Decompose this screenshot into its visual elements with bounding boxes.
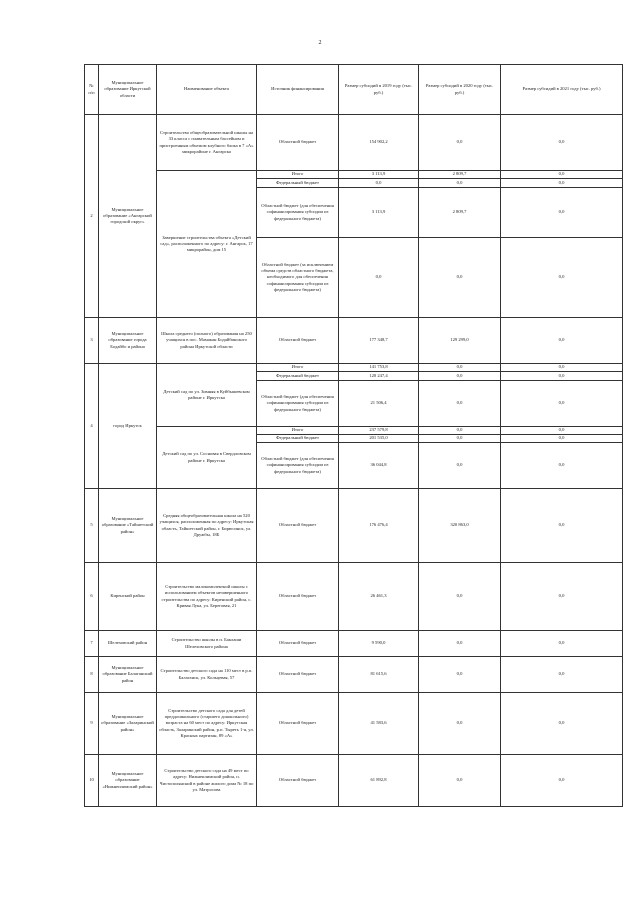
header-object: Наименование объекта (157, 65, 257, 115)
header-2019: Размер субсидий в 2019 году (тыс. руб.) (339, 65, 419, 115)
row-number: 2 (85, 115, 99, 318)
value-2019: 177 348,7 (339, 318, 419, 364)
table-row (85, 171, 623, 179)
subsidy-table (84, 64, 623, 807)
value-2020: 0,0 (419, 115, 501, 171)
value-2020: 0,0 (419, 435, 501, 443)
header-funding-source: Источник финансирования (257, 65, 339, 115)
value-2020: 0,0 (419, 631, 501, 657)
municipality-cell: Муниципальное образование «Заларинский район» (99, 693, 157, 755)
source-cell: Областной бюджет (за исключением объема средств областного бюджета, необходимого для обеспечения софинансирования субсидии из федерального бюджета) (257, 238, 339, 318)
value-2021: 0,0 (501, 427, 623, 435)
value-2020: 0,0 (419, 381, 501, 427)
row-number: 4 (85, 364, 99, 489)
object-cell: Детский сад по ул. Сосновая в Свердловском районе г. Иркутска (157, 427, 257, 489)
value-2020: 0,0 (419, 657, 501, 693)
object-cell: Строительство школы в п. Баклаши Шелеховского района (157, 631, 257, 657)
value-2021: 0,0 (501, 179, 623, 188)
object-cell: Строительство детского сада для детей преддошкольного (старшего дошкольного) возраста на 60 мест по адресу: Иркутская область, Заларинский район, р.п. Тыреть 1-я, ул. Красных партизан, 89 «А» (157, 693, 257, 755)
value-2019: 0,0 (339, 179, 419, 188)
value-2020: 0,0 (419, 563, 501, 631)
value-2019: 26 461,3 (339, 563, 419, 631)
value-2019: 3 113,9 (339, 188, 419, 238)
value-2021: 0,0 (501, 115, 623, 171)
municipality-cell: Муниципальное образование Балаганский район (99, 657, 157, 693)
table-row (85, 631, 623, 657)
value-2020: 0,0 (419, 364, 501, 372)
source-cell: Областной бюджет (для обеспечения софинансирования субсидии из федерального бюджета) (257, 188, 339, 238)
value-2020: 129 299,0 (419, 318, 501, 364)
table-row (85, 693, 623, 755)
source-cell: Областной бюджет (257, 755, 339, 807)
value-2019: 41 583,6 (339, 693, 419, 755)
value-2019: 61 892,8 (339, 755, 419, 807)
value-2019: 21 506,4 (339, 381, 419, 427)
value-2021: 0,0 (501, 364, 623, 372)
value-2019: 120 247,4 (339, 372, 419, 381)
object-cell: Строительство детского сада на 110 мест в р.п. Балаганск, ул. Кольцевая, 57 (157, 657, 257, 693)
table-row (85, 563, 623, 631)
table-row (85, 115, 623, 171)
municipality-cell: город Иркутск (99, 364, 157, 489)
object-cell: Средняя общеобразовательная школа на 520 учащихся, расположенная по адресу: Иркутская область, Тайшетский район, г. Бирюсинск, ул. Дружбы, 18Б (157, 489, 257, 563)
value-2019: 154 902,2 (339, 115, 419, 171)
table-row (85, 489, 623, 563)
value-2021: 0,0 (501, 657, 623, 693)
value-2020: 2 809,7 (419, 188, 501, 238)
header-municipality: Муниципальное образование Иркутской области (99, 65, 157, 115)
value-2021: 0,0 (501, 238, 623, 318)
page-number: 2 (318, 40, 322, 46)
object-cell: Завершение строительства объекта «Детский сад», расположенного по адресу: г. Ангарск, 17 микрорайон, дом 15 (157, 171, 257, 318)
value-2020: 0,0 (419, 693, 501, 755)
source-cell: Областной бюджет (для обеспечения софинансирования субсидии из федерального бюджета) (257, 443, 339, 489)
value-2019: 201 535,0 (339, 435, 419, 443)
table-row (85, 364, 623, 372)
value-2021: 0,0 (501, 381, 623, 427)
municipality-cell: Киренский район (99, 563, 157, 631)
value-2019: 36 044,8 (339, 443, 419, 489)
value-2020: 0,0 (419, 372, 501, 381)
table-row (85, 318, 623, 364)
source-cell: Областной бюджет (257, 631, 339, 657)
value-2019: 81 615,6 (339, 657, 419, 693)
table-row (85, 427, 623, 435)
object-cell: Строительство детского сада на 49 мест по адресу: Нижнеилимский район, п. Чистополянский в районе жилого дома № 18 по ул. Матросова (157, 755, 257, 807)
source-cell: Итого (257, 364, 339, 372)
header-2020: Размер субсидий в 2020 году (тыс. руб.) (419, 65, 501, 115)
municipality-cell: Муниципальное образование «Тайшетский район» (99, 489, 157, 563)
row-number: 5 (85, 489, 99, 563)
value-2021: 0,0 (501, 318, 623, 364)
source-cell: Итого (257, 427, 339, 435)
source-cell: Федеральный бюджет (257, 435, 339, 443)
value-2021: 0,0 (501, 372, 623, 381)
row-number: 6 (85, 563, 99, 631)
municipality-cell: Шелеховский район (99, 631, 157, 657)
source-cell: Областной бюджет (257, 563, 339, 631)
source-cell: Областной бюджет (257, 693, 339, 755)
object-cell: Строительство малокомплектной школы с использованием объектов незавершенного строительства по адресу: Киренский район, с. Кривая Лука, ул. Береговая, 21 (157, 563, 257, 631)
value-2019: 0,0 (339, 238, 419, 318)
value-2019: 141 753,8 (339, 364, 419, 372)
municipality-cell: Муниципальное образование «Нижнеилимский район» (99, 755, 157, 807)
row-number: 3 (85, 318, 99, 364)
row-number: 10 (85, 755, 99, 807)
value-2021: 0,0 (501, 563, 623, 631)
value-2021: 0,0 (501, 443, 623, 489)
table-header-row (85, 65, 623, 115)
municipality-cell: Муниципальное образование «Ангарский городской округ» (99, 115, 157, 318)
object-cell: Строительство общеобразовательной школы на 33 класса с плавательным бассейном и пристроенным объемом клубного блока в 7 «А» микрорайоне г. Ангарска (157, 115, 257, 171)
value-2019: 176 476,4 (339, 489, 419, 563)
header-number: № п/п (85, 65, 99, 115)
row-number: 7 (85, 631, 99, 657)
source-cell: Областной бюджет (257, 489, 339, 563)
value-2020: 2 809,7 (419, 171, 501, 179)
value-2019: 9 590,0 (339, 631, 419, 657)
value-2021: 0,0 (501, 489, 623, 563)
source-cell: Областной бюджет (257, 318, 339, 364)
value-2020: 0,0 (419, 443, 501, 489)
value-2020: 0,0 (419, 238, 501, 318)
table-row (85, 755, 623, 807)
municipality-cell: Муниципальное образование города Бодайбо и района (99, 318, 157, 364)
value-2021: 0,0 (501, 631, 623, 657)
source-cell: Областной бюджет (для обеспечения софинансирования субсидии из федерального бюджета) (257, 381, 339, 427)
object-cell: Детский сад по ул. Зимняя в Куйбышевском районе г. Иркутска (157, 364, 257, 427)
row-number: 9 (85, 693, 99, 755)
value-2020: 320 863,0 (419, 489, 501, 563)
value-2020: 0,0 (419, 427, 501, 435)
value-2019: 237 579,8 (339, 427, 419, 435)
value-2021: 0,0 (501, 755, 623, 807)
value-2021: 0,0 (501, 435, 623, 443)
value-2020: 0,0 (419, 755, 501, 807)
value-2021: 0,0 (501, 171, 623, 179)
value-2020: 0,0 (419, 179, 501, 188)
table-row (85, 657, 623, 693)
row-number: 8 (85, 657, 99, 693)
source-cell: Федеральный бюджет (257, 179, 339, 188)
source-cell: Областной бюджет (257, 657, 339, 693)
value-2019: 3 113,9 (339, 171, 419, 179)
source-cell: Итого (257, 171, 339, 179)
object-cell: Школа среднего (полного) образования на 250 учащихся в пос. Мамакан Бодайбинского района Иркутской области (157, 318, 257, 364)
value-2021: 0,0 (501, 188, 623, 238)
header-2021: Размер субсидий в 2021 году (тыс. руб.) (501, 65, 623, 115)
source-cell: Областной бюджет (257, 115, 339, 171)
value-2021: 0,0 (501, 693, 623, 755)
source-cell: Федеральный бюджет (257, 372, 339, 381)
